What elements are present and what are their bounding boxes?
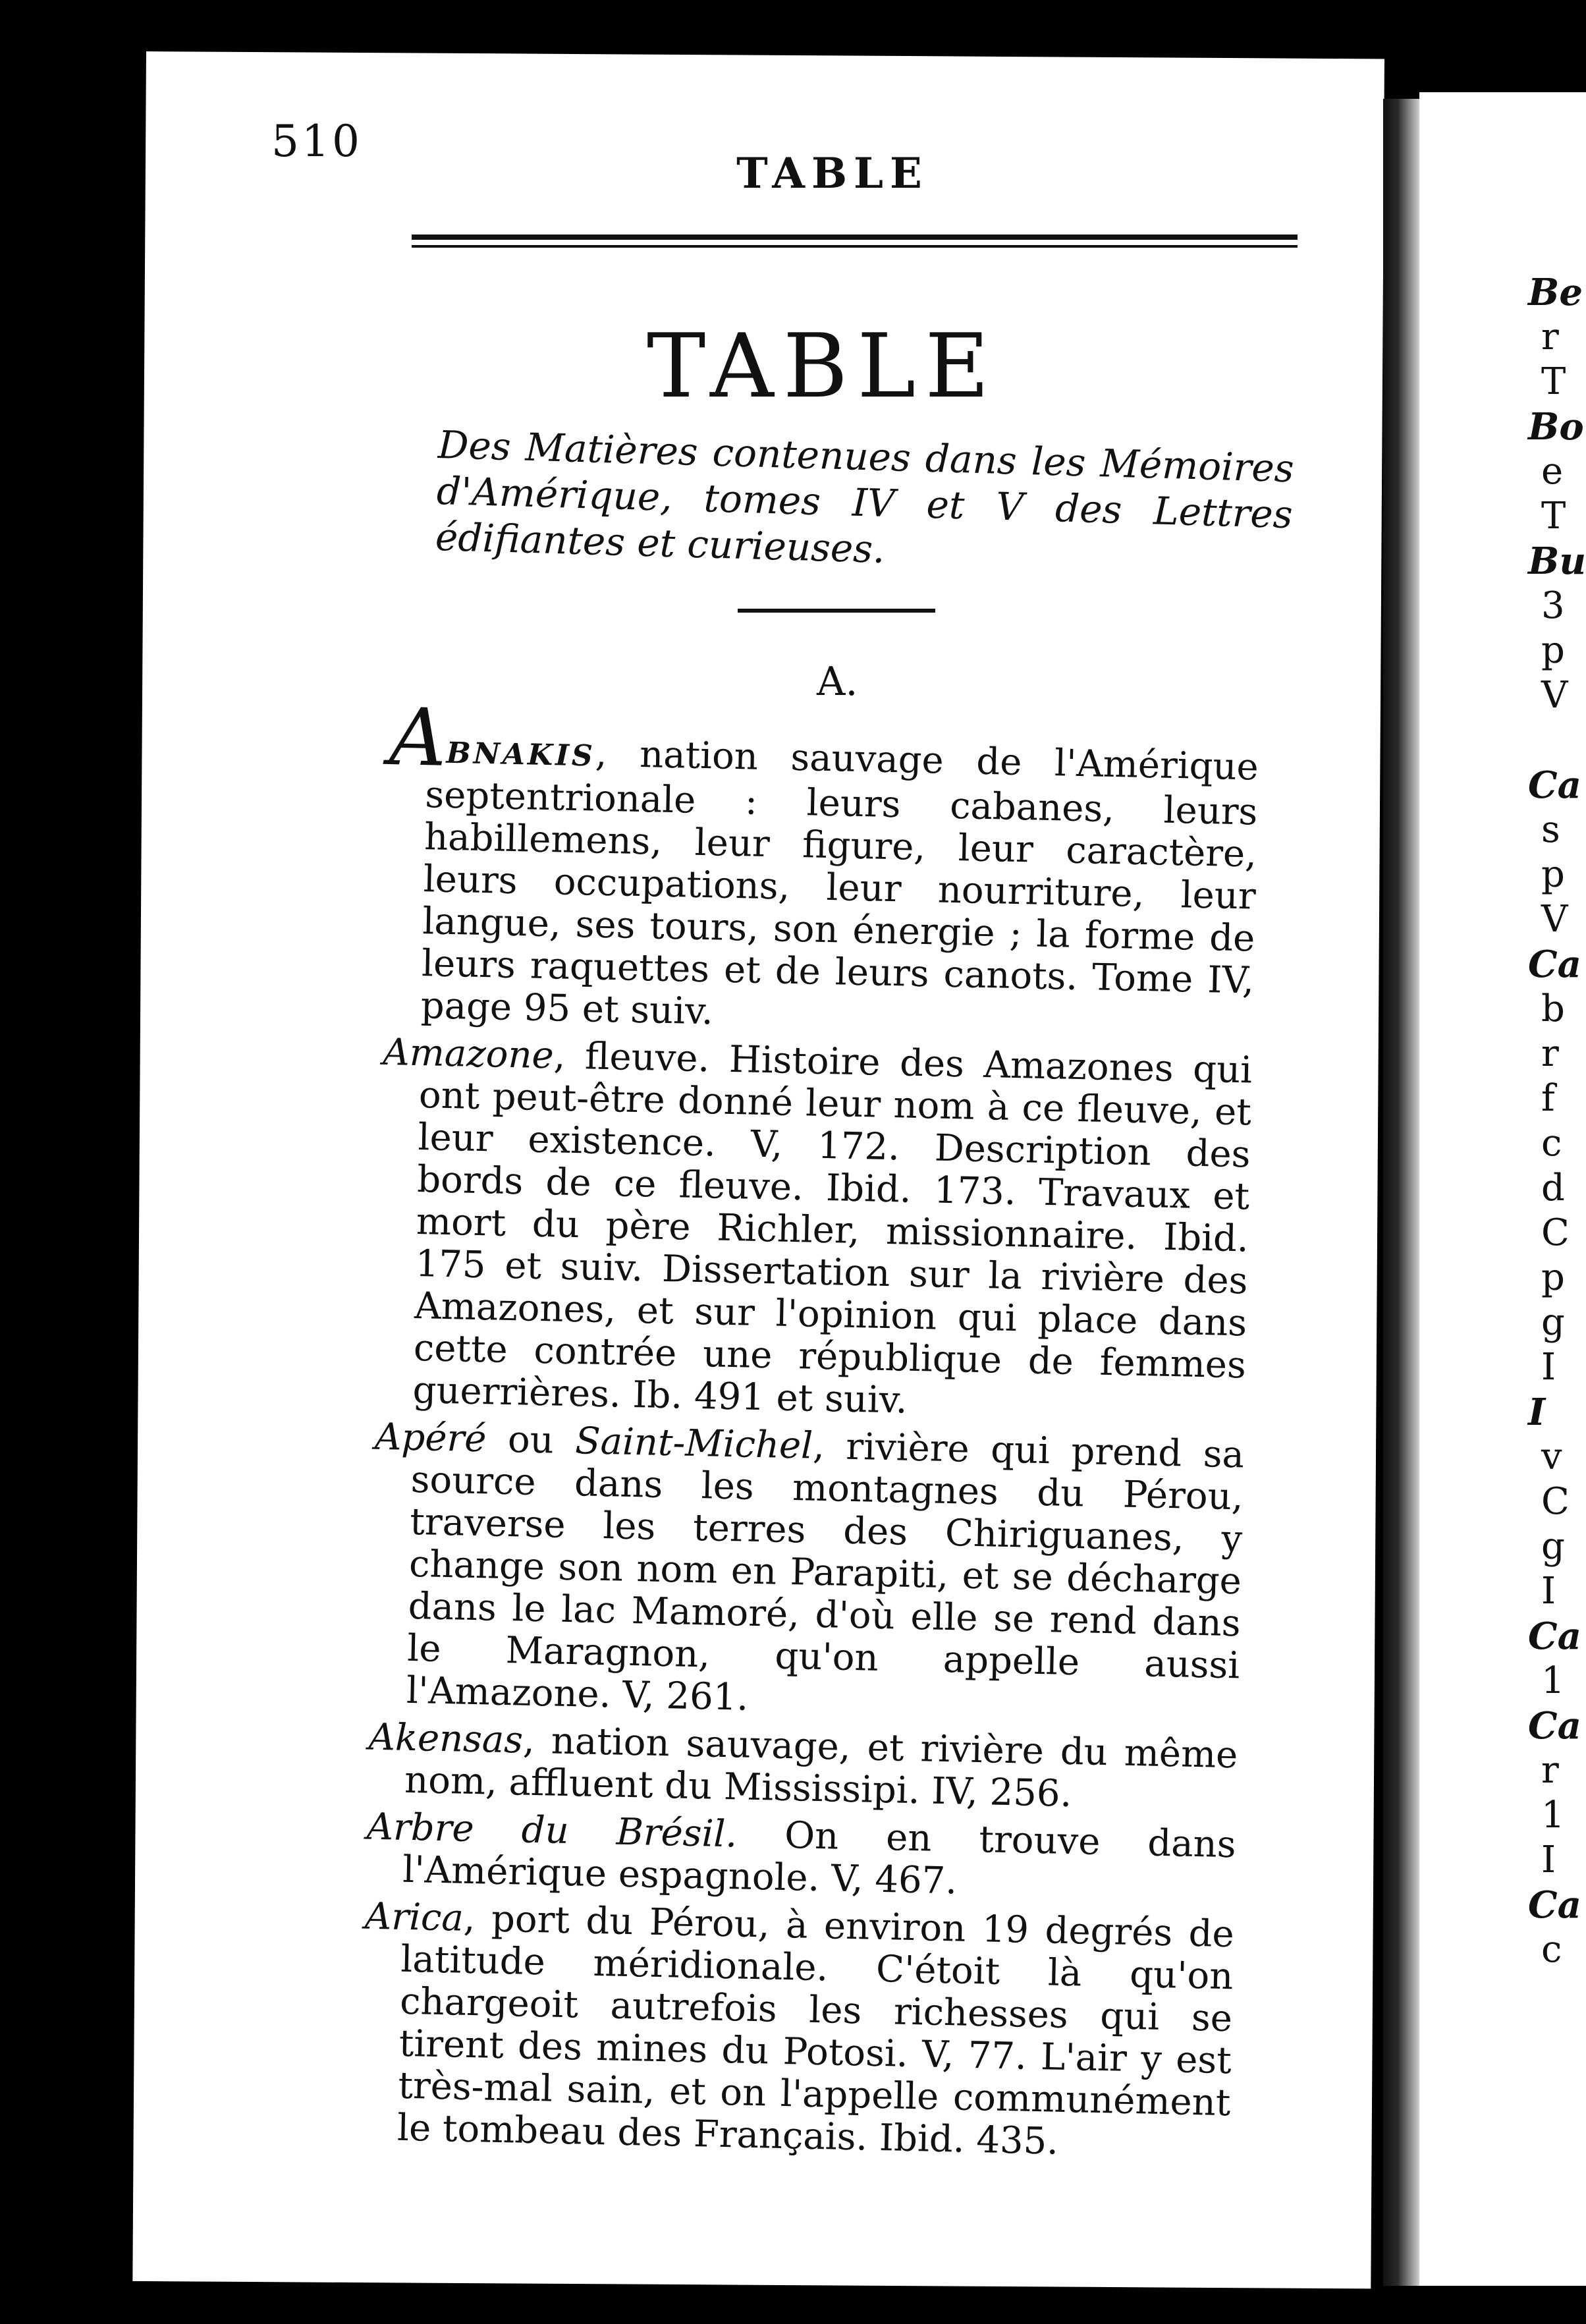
facing-page-fragment: f xyxy=(1541,1077,1555,1120)
facing-page-fragment: Ca xyxy=(1528,943,1581,986)
index-entry-apere xyxy=(369,1416,1244,1730)
facing-page-fragment: g xyxy=(1541,1525,1565,1568)
facing-page-fragment: p xyxy=(1541,629,1565,672)
facing-page-fragment: 3 xyxy=(1541,584,1565,627)
facing-page-fragment: e xyxy=(1541,450,1564,493)
entry-body: , nation sauvage de l'Amérique septentrionale : leurs cabanes, leurs habillemens, leur figure, leur caractère, leurs occupations, leur nourriture, leur langue, ses tours, son énergie ; la forme de leurs raquettes et de leurs canots. Tome IV, page 95 et suiv. xyxy=(420,732,1259,1034)
header-rule-thin xyxy=(412,245,1298,248)
entry-head: Amazone xyxy=(382,1030,555,1078)
entry-connector: ou xyxy=(485,1418,576,1463)
facing-page-fragment: I xyxy=(1541,1346,1556,1389)
entry-body: On en trouve dans l'Amérique espagnole. V, 467. xyxy=(402,1813,1237,1903)
facing-page-fragment: 1 xyxy=(1541,1794,1565,1837)
entry-body: , fleuve. Histoire des Amazones qui ont peut-être donné leur nom à ce fleuve, et leur existence. V, 172. Description des bords de ce fleuve. Ibid. 173. Travaux et mort du père Richler, missionnaire. Ibid. 175 et suiv. Dissertation sur la rivière des Amazones, et sur l'opinion qui place dans cette contrée une république de femmes guerrières. Ib. 491 et suiv. xyxy=(412,1034,1253,1422)
facing-page-fragment: Bu xyxy=(1528,540,1586,583)
facing-page-fragment: 1 xyxy=(1541,1659,1565,1702)
header-rule xyxy=(412,235,1298,240)
index-entry-arica xyxy=(360,1896,1235,2167)
facing-page-fragment: s xyxy=(1541,808,1560,851)
facing-page-fragment: Ca xyxy=(1528,1883,1581,1927)
facing-page-fragment: T xyxy=(1541,495,1566,538)
facing-page-fragment: V xyxy=(1541,674,1568,717)
facing-page-fragment: r xyxy=(1541,316,1559,358)
book-gutter xyxy=(1383,99,1419,2286)
entry-body: , nation sauvage, et rivière du même nom, affluent du Mississipi. IV, 256. xyxy=(404,1719,1238,1816)
facing-page-fragment: Ca xyxy=(1528,1704,1581,1748)
title-divider xyxy=(738,609,935,613)
entry-head: Apéré xyxy=(374,1415,487,1461)
facing-page xyxy=(1419,92,1586,2286)
entry-head: Arbre du Brésil. xyxy=(366,1805,738,1856)
entry-body: , port du Pérou, à environ 19 degrés de latitude méridionale. C'étoit là qu'on chargeoit autrefois les richesses qui se tirent des mines du Potosi. V, 77. L'air y est très-mal sain, et on l'appelle communément le tombeau des Français. Ibid. 435. xyxy=(396,1896,1235,2163)
facing-page-fragment xyxy=(1528,718,1586,763)
facing-page-fragment: r xyxy=(1541,1032,1559,1075)
facing-page-fragment: Ca xyxy=(1528,1615,1581,1658)
facing-page-fragment: r xyxy=(1541,1749,1559,1792)
section-letter: A. xyxy=(817,659,858,705)
entry-head: Arica xyxy=(364,1895,464,1940)
index-entries xyxy=(360,692,1259,2172)
entry-head-alt: Saint-Michel xyxy=(574,1420,813,1468)
facing-page-fragment: b xyxy=(1541,987,1565,1030)
index-entry-abnakis xyxy=(383,692,1259,1045)
facing-page-fragment: I xyxy=(1528,1391,1546,1434)
page-title: TABLE xyxy=(646,315,999,418)
index-entry-amazone xyxy=(375,1032,1253,1429)
facing-page-fragment: Bo xyxy=(1528,405,1584,449)
facing-page-fragment: T xyxy=(1541,360,1566,403)
drop-initial: A xyxy=(388,692,448,785)
facing-page-fragment: V xyxy=(1541,898,1568,941)
entry-head: BNAKIS xyxy=(446,736,596,773)
facing-page-fragment: I xyxy=(1541,1570,1556,1613)
facing-page-fragment: v xyxy=(1541,1435,1562,1478)
facing-page-fragment: p xyxy=(1541,1256,1565,1299)
facing-page-fragment: p xyxy=(1541,853,1565,896)
facing-page-fragment: d xyxy=(1541,1167,1565,1209)
facing-page-fragment: C xyxy=(1541,1211,1570,1254)
index-entry-akensas xyxy=(368,1717,1238,1819)
entry-head: Akensas xyxy=(368,1715,524,1762)
facing-page-fragment: C xyxy=(1541,1480,1570,1523)
entry-body: , rivière qui prend sa source dans les montagnes du Pérou, traverse les terres des Chiriguanes, y change son nom en Parapiti, et se décharge dans le lac Mamoré, d'où elle se rend dans le Maragnon, qu'on appelle aussi l'Amazone. V, 261. xyxy=(406,1424,1245,1719)
running-head: TABLE xyxy=(736,149,929,198)
facing-page-fragment: I xyxy=(1541,1839,1556,1881)
page-subtitle: Des Matières contenues dans les Mémoires d'Amérique, tomes IV et V des Lettres édifiantes et curieuses. xyxy=(435,422,1295,572)
facing-page-fragment: c xyxy=(1541,1928,1562,1971)
facing-page-fragment: Be xyxy=(1528,271,1583,314)
facing-page-fragment: g xyxy=(1541,1301,1565,1344)
facing-page-fragment: c xyxy=(1541,1122,1562,1165)
page-number: 510 xyxy=(271,116,362,167)
facing-page-fragments xyxy=(1528,270,1586,1972)
index-entry-arbre-du-bresil xyxy=(366,1806,1236,1909)
facing-page-fragment: Ca xyxy=(1528,763,1581,807)
